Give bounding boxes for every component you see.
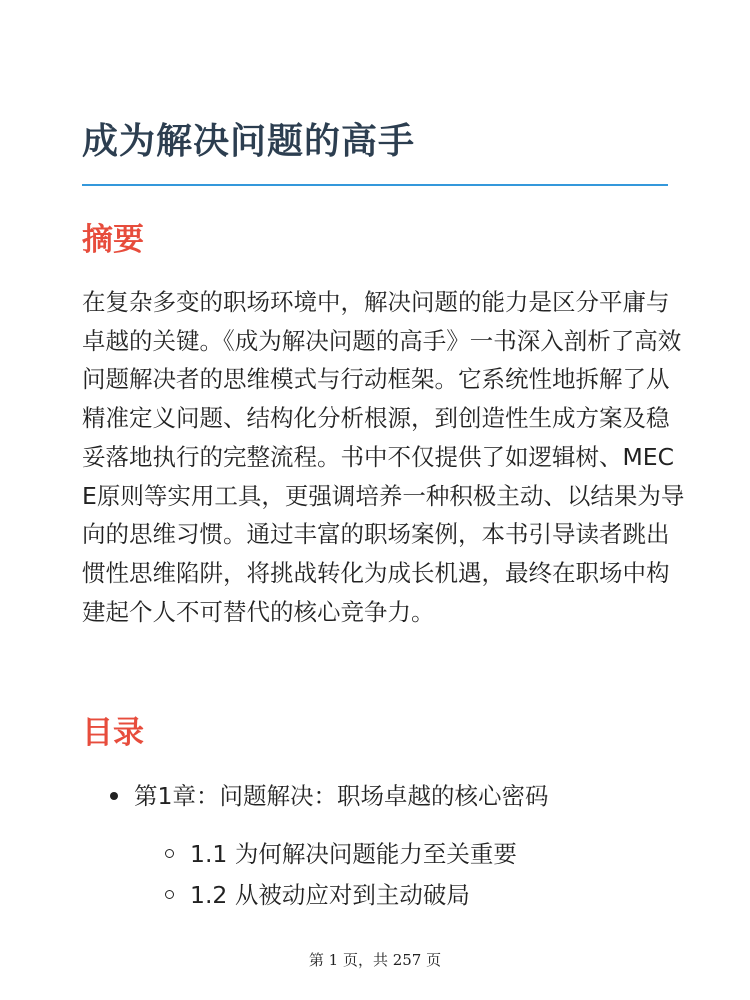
filled-disc-bullet-icon	[110, 792, 118, 800]
page-footer: 第 1 页，共 257 页	[308, 951, 442, 969]
toc-section-1-2-label: 1.2 从被动应对到主动破局	[190, 881, 470, 909]
toc-section-1-1-label: 1.1 为何解决问题能力至关重要	[190, 840, 517, 868]
hollow-circle-bullet-icon	[165, 890, 174, 899]
hollow-circle-bullet-icon	[165, 849, 174, 858]
toc-chapter-1-label: 第1章：问题解决：职场卓越的核心密码	[134, 782, 549, 810]
toc-section-1-1[interactable]	[190, 834, 517, 874]
toc-section-1-2[interactable]	[190, 875, 470, 915]
toc-chapter-1[interactable]	[134, 776, 548, 816]
page-title: 成为解决问题的高手	[82, 121, 416, 162]
summary-paragraph: 在复杂多变的职场环境中，解决问题的能力是区分平庸与卓越的关键。《成为解决问题的高手》一书深入剖析了高效问题解决者的思维模式与行动框架。它系统性地拆解了从精准定义问题、结构化分析根源，到创造性生成方案及稳妥落地执行的完整流程。书中不仅提供了如逻辑树、MECE原则等实用工具，更强调培养一种积极主动、以结果为导向的思维习惯。通过丰富的职场案例，本书引导读者跳出惯性思维陷阱，将挑战转化为成长机遇，最终在职场中构建起个人不可替代的核心竞争力。	[82, 288, 685, 626]
toc-heading: 目录	[82, 715, 144, 751]
title-divider	[82, 184, 668, 186]
summary-heading: 摘要	[82, 222, 144, 258]
